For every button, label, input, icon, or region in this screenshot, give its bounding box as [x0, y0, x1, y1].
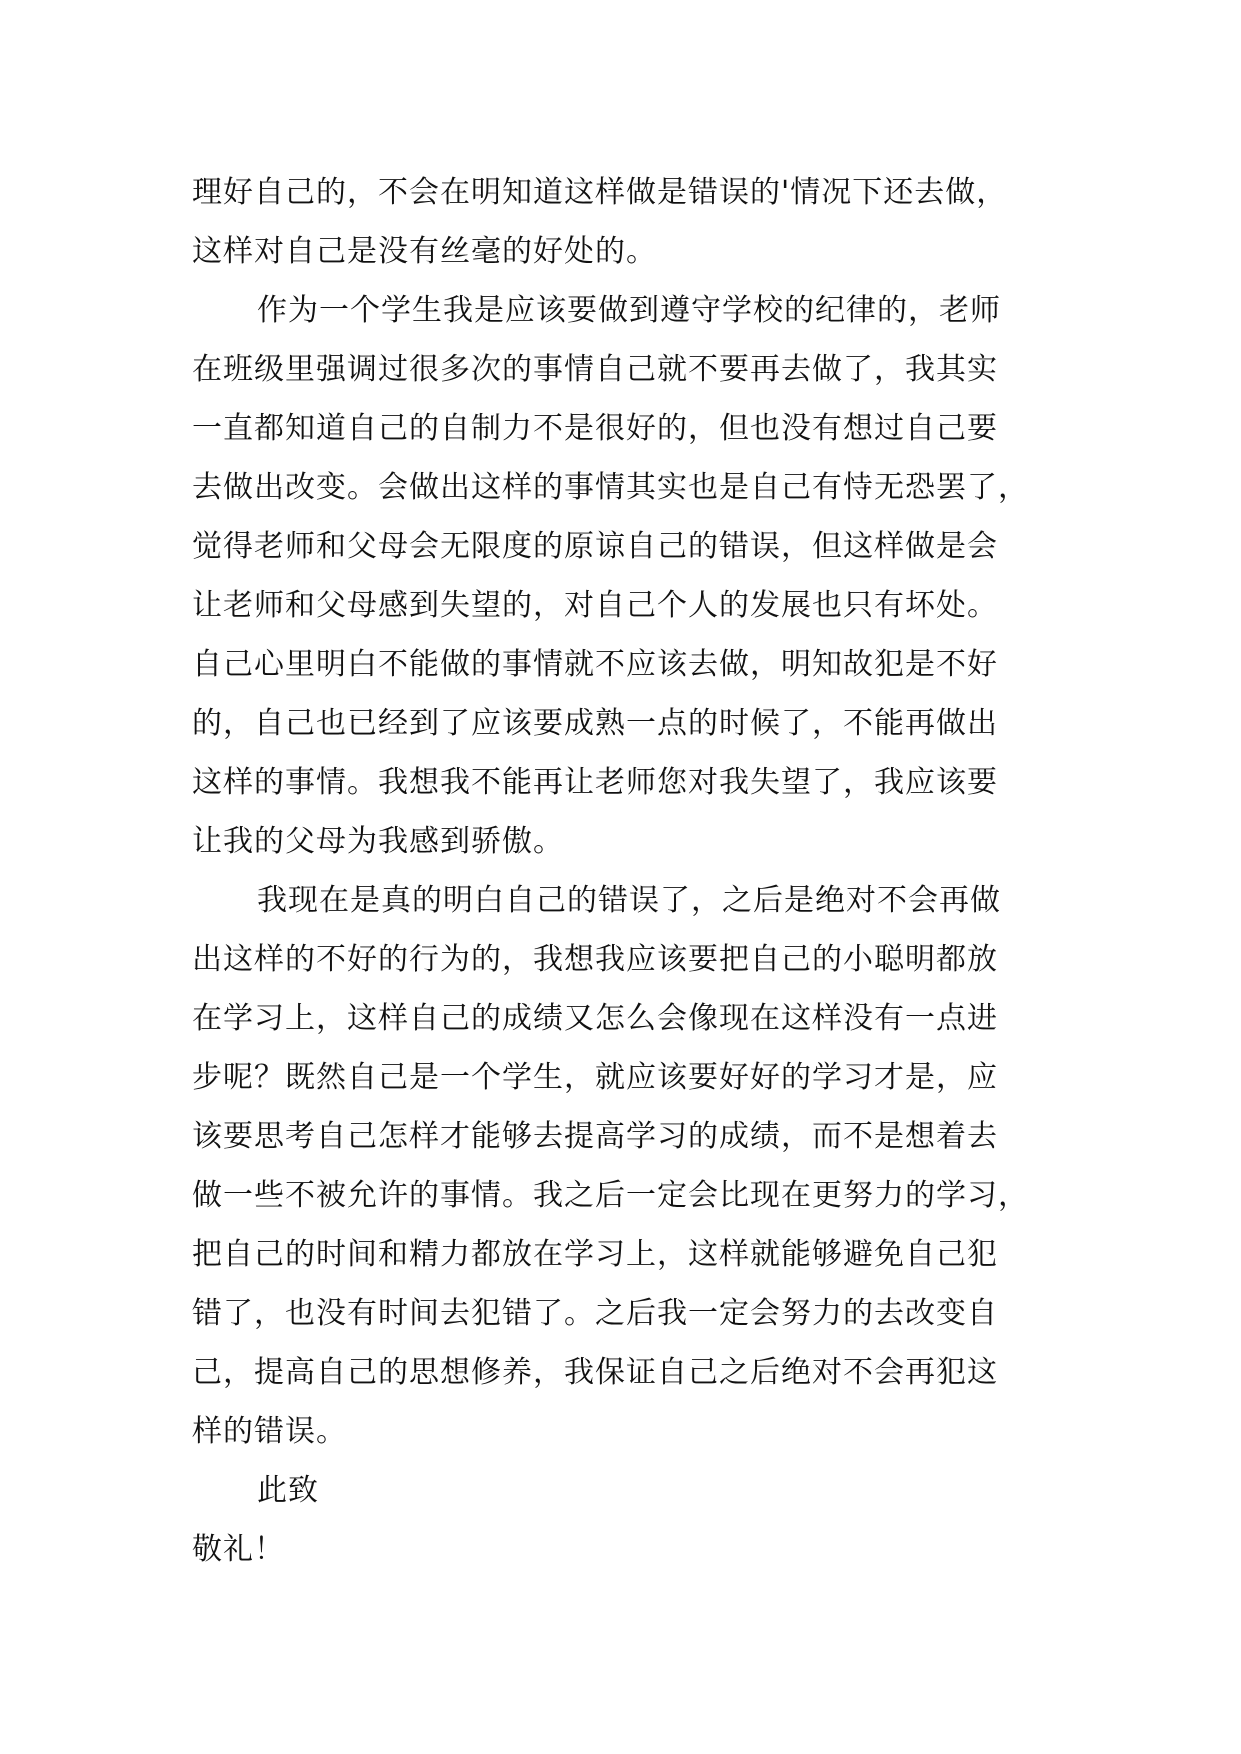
text-line: 这样的事情。我想我不能再让老师您对我失望了，我应该要 — [192, 765, 998, 800]
text-line: 做一些不被允许的事情。我之后一定会比现在更努力的学习， — [192, 1178, 1029, 1213]
text-line: 步呢？既然自己是一个学生，就应该要好好的学习才是，应 — [192, 1060, 998, 1095]
text-line: 把自己的时间和精力都放在学习上，这样就能够避免自己犯 — [192, 1237, 998, 1272]
text-line: 样的错误。 — [192, 1414, 347, 1449]
closing-salutation: 此致 — [257, 1473, 319, 1508]
text-line: 在班级里强调过很多次的事情自己就不要再去做了，我其实 — [192, 352, 998, 387]
text-line: 我现在是真的明白自己的错误了，之后是绝对不会再做 — [257, 883, 1001, 918]
text-line: 己，提高自己的思想修养，我保证自己之后绝对不会再犯这 — [192, 1355, 998, 1390]
text-line: 错了，也没有时间去犯错了。之后我一定会努力的去改变自 — [192, 1296, 998, 1331]
text-line: 觉得老师和父母会无限度的原谅自己的错误，但这样做是会 — [192, 529, 998, 564]
text-line: 一直都知道自己的自制力不是很好的，但也没有想过自己要 — [192, 411, 998, 446]
text-line: 该要思考自己怎样才能够去提高学习的成绩，而不是想着去 — [192, 1119, 998, 1154]
text-line: 去做出改变。会做出这样的事情其实也是自己有恃无恐罢了， — [192, 470, 1029, 505]
letter-body — [192, 163, 1072, 1579]
text-line: 在学习上，这样自己的成绩又怎么会像现在这样没有一点进 — [192, 1001, 998, 1036]
text-line: 让我的父母为我感到骄傲。 — [192, 824, 564, 859]
text-line: 作为一个学生我是应该要做到遵守学校的纪律的，老师 — [257, 293, 1001, 328]
text-line: 的，自己也已经到了应该要成熟一点的时候了，不能再做出 — [192, 706, 998, 741]
text-line: 这样对自己是没有丝毫的好处的。 — [192, 234, 657, 269]
text-line: 让老师和父母感到失望的，对自己个人的发展也只有坏处。 — [192, 588, 998, 623]
closing-regards: 敬礼！ — [192, 1532, 285, 1567]
text-line: 自己心里明白不能做的事情就不应该去做，明知故犯是不好 — [192, 647, 998, 682]
text-line: 理好自己的，不会在明知道这样做是错误的'情况下还去做， — [192, 175, 1008, 210]
text-line: 出这样的不好的行为的，我想我应该要把自己的小聪明都放 — [192, 942, 998, 977]
